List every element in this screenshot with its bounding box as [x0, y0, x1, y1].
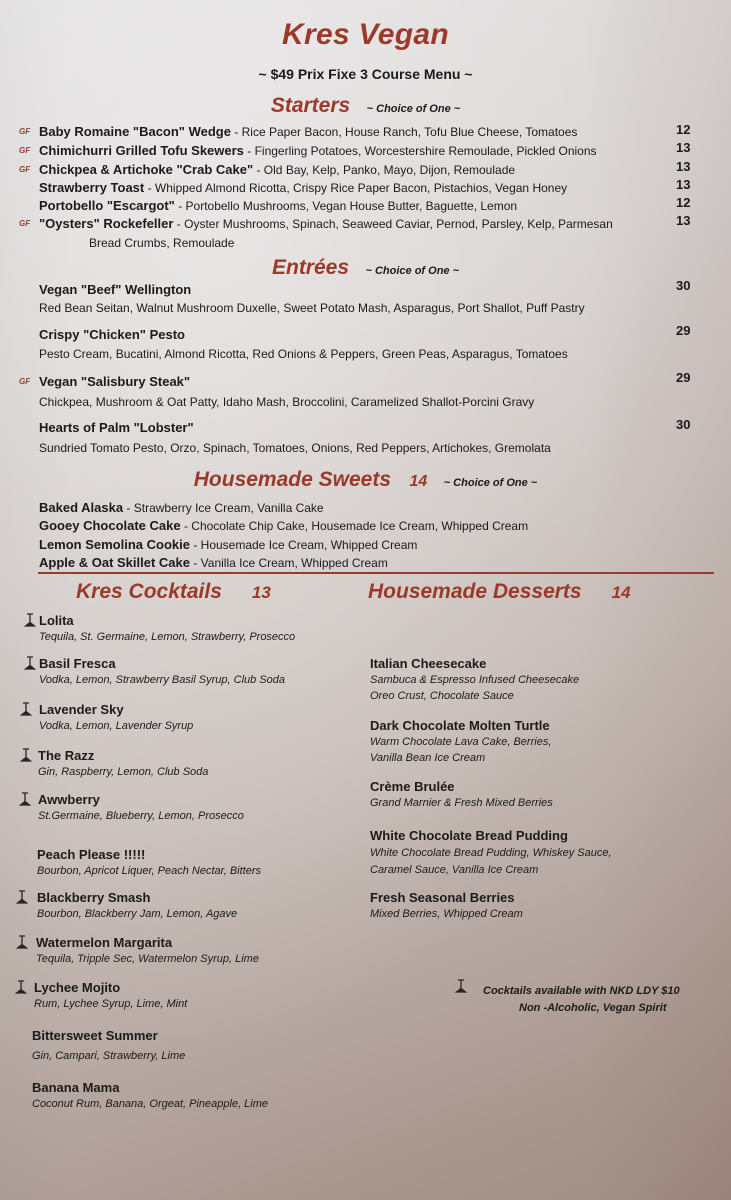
entrees-heading: [0, 256, 731, 280]
cocktail-item: [39, 613, 295, 645]
item-desc-text: Pesto Cream, Bucatini, Almond Ricotta, Red Onions & Peppers, Green Peas, Asparagus, Tomatoes: [39, 347, 568, 361]
item-price: 30: [676, 278, 691, 293]
item-name: Baked Alaska: [39, 500, 124, 515]
gluten-free-badge: GF: [19, 165, 31, 174]
item-price: 29: [676, 370, 691, 385]
item-name: Banana Mama: [32, 1080, 120, 1095]
section-title: Kres Cocktails: [76, 580, 222, 603]
item-name: Dark Chocolate Molten Turtle: [370, 718, 550, 733]
section-divider: [38, 572, 714, 574]
item-desc: [39, 301, 585, 315]
item-desc: [39, 347, 568, 361]
item-name: Crispy "Chicken" Pesto: [39, 327, 185, 342]
item-name: Lychee Mojito: [34, 980, 121, 995]
item-price: 13: [676, 177, 691, 192]
desserts-heading: [368, 580, 631, 604]
item-desc: Tequila, St. Germaine, Lemon, Strawberry, Prosecco: [39, 631, 296, 643]
dessert-item: [370, 656, 579, 704]
item-name: Lavender Sky: [39, 702, 124, 717]
item-desc: Bourbon, Blackberry Jam, Lemon, Agave: [37, 908, 238, 920]
starters-heading: [0, 94, 731, 118]
menu-item-starter: [39, 198, 517, 213]
item-name: Italian Cheesecake: [370, 656, 487, 671]
item-name: Awwberry: [38, 792, 100, 807]
cocktail-item: [37, 847, 261, 879]
item-desc: Gin, Raspberry, Lemon, Club Soda: [38, 766, 209, 778]
cocktail-glass-icon: [19, 792, 31, 806]
cocktail-item: [36, 935, 259, 967]
item-desc: Tequila, Tripple Sec, Watermelon Syrup, Lime: [36, 953, 259, 965]
item-price: 12: [676, 122, 691, 137]
gluten-free-badge: GF: [19, 377, 31, 386]
item-desc: - Vanilla Ice Cream, Whipped Cream: [190, 556, 388, 570]
menu-item-sweet: [39, 555, 388, 570]
menu-item-entree: [39, 420, 194, 435]
note-line-1: Cocktails available with NKD LDY $10: [483, 985, 680, 997]
restaurant-title: Kres Vegan: [282, 18, 449, 51]
gluten-free-badge: GF: [19, 219, 31, 228]
item-desc: - Portobello Mushrooms, Vegan House Butter, Baguette, Lemon: [174, 199, 518, 213]
menu-item-starter: [39, 180, 567, 195]
cocktail-item: [38, 748, 208, 780]
item-desc-text: Chickpea, Mushroom & Oat Patty, Idaho Mash, Broccolini, Caramelized Shallot-Porcini Gravy: [39, 395, 535, 409]
item-name: Baby Romaine "Bacon" Wedge: [39, 124, 231, 139]
menu-item-starter: [39, 216, 613, 231]
cocktail-glass-icon: [20, 702, 32, 716]
cocktail-item: [39, 656, 285, 688]
section-price: 14: [611, 583, 631, 602]
menu-item-sweet: [39, 537, 417, 552]
item-desc: Vanilla Bean Ice Cream: [370, 752, 486, 764]
item-name: White Chocolate Bread Pudding: [370, 828, 568, 843]
item-desc: Gin, Campari, Strawberry, Lime: [32, 1050, 186, 1062]
section-price: 14: [409, 473, 428, 490]
note-line-2: Non -Alcoholic, Vegan Spirit: [519, 1002, 667, 1014]
item-desc-text: Sundried Tomato Pesto, Orzo, Spinach, Tomatoes, Onions, Red Peppers, Artichokes, Gremolata: [39, 441, 551, 455]
item-desc: - Strawberry Ice Cream, Vanilla Cake: [123, 501, 324, 515]
item-name: Bittersweet Summer: [32, 1028, 158, 1043]
item-desc: Coconut Rum, Banana, Orgeat, Pineapple, Lime: [32, 1098, 269, 1110]
item-desc: - Whipped Almond Ricotta, Crispy Rice Paper Bacon, Pistachios, Vegan Honey: [144, 181, 568, 195]
item-desc: [39, 395, 534, 409]
section-title: Housemade Desserts: [368, 580, 582, 603]
item-name: Apple & Oat Skillet Cake: [39, 555, 190, 570]
item-price: 13: [676, 159, 691, 174]
dessert-item: [370, 890, 523, 922]
item-name: Gooey Chocolate Cake: [39, 518, 181, 533]
gluten-free-badge: GF: [19, 127, 31, 136]
item-name: Chimichurri Grilled Tofu Skewers: [39, 143, 244, 158]
item-name: Vegan "Salisbury Steak": [39, 374, 191, 389]
item-desc: Vodka, Lemon, Strawberry Basil Syrup, Club Soda: [39, 674, 285, 686]
cocktail-item: [32, 1080, 268, 1112]
cocktail-item: [38, 792, 244, 824]
cocktail-glass-icon: [24, 613, 36, 627]
item-name: "Oysters" Rockefeller: [39, 216, 174, 231]
cocktails-heading: [76, 580, 271, 604]
cocktail-item: [37, 890, 237, 922]
dessert-item: [370, 718, 551, 766]
item-desc: - Oyster Mushrooms, Spinach, Seaweed Caviar, Pernod, Parsley, Kelp, Parmesan: [173, 217, 613, 231]
item-desc: Rum, Lychee Syrup, Lime, Mint: [34, 998, 188, 1010]
item-desc: [39, 441, 551, 455]
item-desc: - Fingerling Potatoes, Worcestershire Remoulade, Pickled Onions: [243, 144, 597, 158]
item-desc: White Chocolate Bread Pudding, Whiskey Sauce,: [370, 847, 612, 859]
cocktail-item: [34, 980, 187, 1012]
item-name: Portobello "Escargot": [39, 198, 175, 213]
gluten-free-badge: GF: [19, 146, 31, 155]
menu-item-entree: [39, 374, 190, 389]
menu-item-sweet: [39, 518, 528, 533]
item-name: Fresh Seasonal Berries: [370, 890, 515, 905]
menu-item-sweet: [39, 500, 324, 515]
dessert-item: [370, 828, 612, 879]
menu-item-starter: [39, 143, 597, 158]
sweets-heading: [0, 468, 731, 492]
item-name: Lemon Semolina Cookie: [39, 537, 190, 552]
item-name: Watermelon Margarita: [36, 935, 173, 950]
dessert-item: [370, 779, 553, 811]
item-desc-text: Red Bean Seitan, Walnut Mushroom Duxelle, Sweet Potato Mash, Asparagus, Port Shallot, Puff Pastry: [39, 301, 585, 315]
item-desc: Vodka, Lemon, Lavender Syrup: [39, 720, 194, 732]
item-desc: Mixed Berries, Whipped Cream: [370, 908, 523, 920]
choice-note: ~ Choice of One ~: [443, 477, 538, 489]
item-desc: Caramel Sauce, Vanilla Ice Cream: [370, 864, 539, 876]
item-name: Hearts of Palm "Lobster": [39, 420, 194, 435]
item-desc: Grand Marnier & Fresh Mixed Berries: [370, 797, 553, 809]
item-desc: - Housemade Ice Cream, Whipped Cream: [189, 538, 418, 552]
cocktail-glass-icon: [15, 980, 27, 994]
item-desc: Bread Crumbs, Remoulade: [89, 236, 235, 250]
item-desc: Oreo Crust, Chocolate Sauce: [370, 690, 514, 702]
item-price: 29: [676, 323, 691, 338]
section-title: Starters: [270, 94, 351, 117]
item-price: 12: [676, 195, 691, 210]
cocktail-item: [32, 1028, 185, 1064]
menu-item-entree: [39, 282, 191, 297]
menu-item-starter: [39, 162, 515, 177]
choice-note: ~ Choice of One ~: [366, 103, 461, 115]
item-name: The Razz: [38, 748, 95, 763]
item-price: 13: [676, 213, 691, 228]
cocktail-glass-icon: [16, 935, 28, 949]
item-name: Chickpea & Artichoke "Crab Cake": [39, 162, 254, 177]
section-price: 13: [251, 583, 271, 602]
item-desc: Warm Chocolate Lava Cake, Berries,: [370, 736, 552, 748]
prix-fixe-subtitle: ~ $49 Prix Fixe 3 Course Menu ~: [258, 66, 473, 82]
cocktail-glass-icon: [20, 748, 32, 762]
item-name: Peach Please !!!!!: [37, 847, 146, 862]
item-price: 13: [676, 140, 691, 155]
item-desc: Sambuca & Espresso Infused Cheesecake: [370, 674, 580, 686]
choice-note: ~ Choice of One ~: [365, 265, 460, 277]
section-title: Entrées: [271, 256, 350, 279]
non-alcoholic-note: [483, 983, 680, 1017]
item-desc: - Chocolate Chip Cake, Housemade Ice Cream, Whipped Cream: [180, 519, 529, 533]
cocktail-item: [39, 702, 193, 734]
item-name: Strawberry Toast: [39, 180, 145, 195]
cocktail-glass-icon: [24, 656, 36, 670]
menu-item-entree: [39, 327, 185, 342]
item-name: Vegan "Beef" Wellington: [39, 282, 192, 297]
item-desc: St.Germaine, Blueberry, Lemon, Prosecco: [38, 810, 244, 822]
item-desc: - Old Bay, Kelp, Panko, Mayo, Dijon, Remoulade: [253, 163, 516, 177]
item-name: Basil Fresca: [39, 656, 116, 671]
cocktail-glass-icon: [16, 890, 28, 904]
item-desc-continued: [89, 236, 234, 250]
item-price: 30: [676, 417, 691, 432]
item-name: Lolita: [39, 613, 74, 628]
cocktail-glass-icon: [455, 979, 467, 993]
item-desc: Bourbon, Apricot Liquer, Peach Nectar, Bitters: [37, 865, 261, 877]
item-desc: - Rice Paper Bacon, House Ranch, Tofu Blue Cheese, Tomatoes: [230, 125, 578, 139]
item-name: Blackberry Smash: [37, 890, 151, 905]
section-title: Housemade Sweets: [193, 468, 391, 491]
menu-item-starter: [39, 124, 577, 139]
item-name: Crème Brulée: [370, 779, 455, 794]
